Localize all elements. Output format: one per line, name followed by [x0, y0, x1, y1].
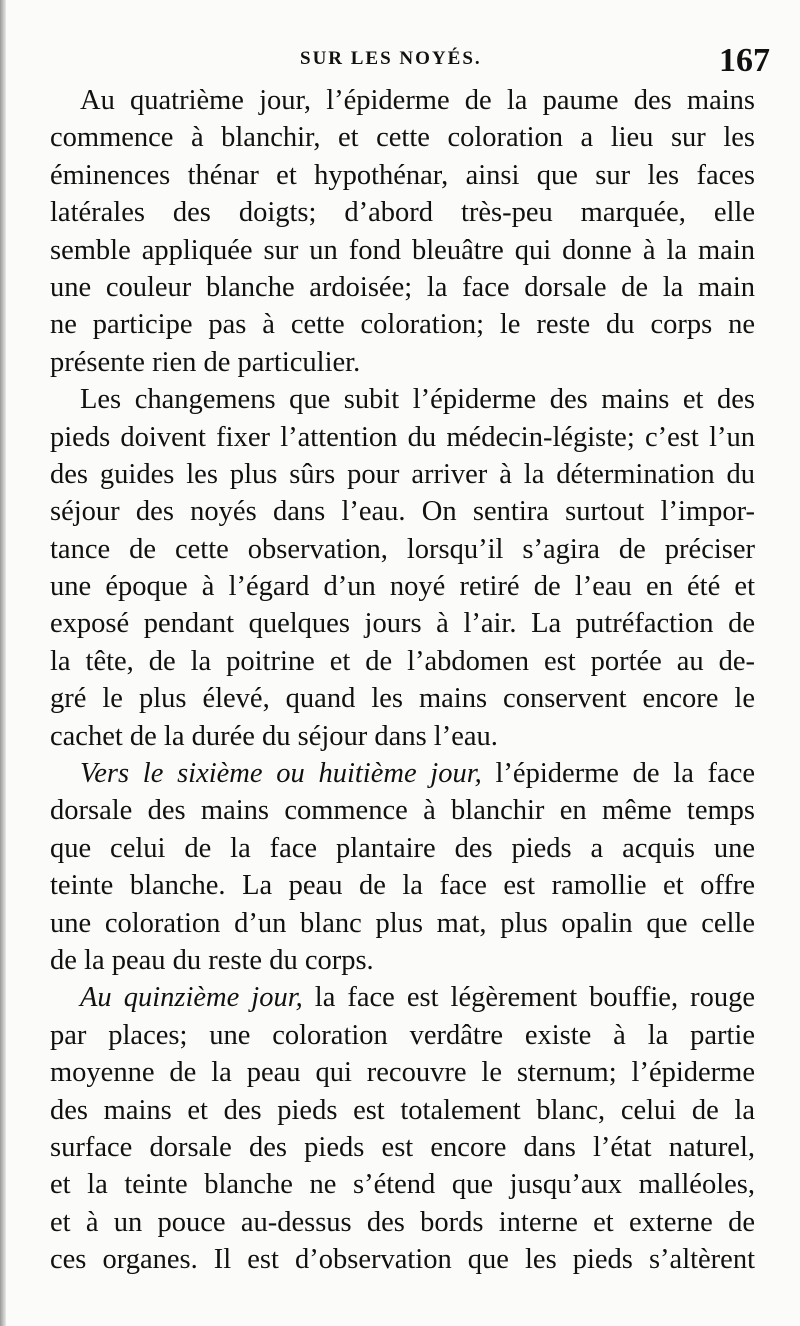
text-line: des guides les plus sûrs pour arriver à la détermination du: [50, 458, 755, 490]
text-line: éminences thénar et hypothénar, ainsi que sur les faces: [50, 159, 755, 191]
text-line: une époque à l’égard d’un noyé retiré de l’eau en été et: [50, 571, 755, 603]
body-text: [50, 82, 755, 1279]
text-line: présente rien de particulier.: [50, 346, 361, 378]
text-line: latérales des doigts; d’abord très-peu marquée, elle: [50, 197, 755, 229]
paragraph-2: [50, 381, 755, 755]
text-line: surface dorsale des pieds est encore dans l’état naturel,: [50, 1131, 755, 1163]
text-line: tance de cette observation, lorsqu’il s’agira de préciser: [50, 533, 755, 565]
text-line: teinte blanche. La peau de la face est ramollie et offre: [50, 870, 755, 902]
text-line: Les changemens que subit l’épiderme des mains et des: [80, 384, 755, 416]
text-line: moyenne de la peau qui recouvre le sternum; l’épiderme: [50, 1057, 755, 1089]
line-rest: l’épiderme de la face: [481, 758, 755, 790]
text-line: [50, 755, 755, 792]
text-line: exposé pendant quelques jours à l’air. La putréfaction de: [50, 608, 755, 640]
text-line: de la peau du reste du corps.: [50, 944, 374, 976]
text-line: une couleur blanche ardoisée; la face dorsale de la main: [50, 271, 755, 303]
text-line: dorsale des mains commence à blanchir en même temps: [50, 795, 755, 827]
line-rest: la face est légèrement bouffie, rouge: [302, 982, 755, 1014]
text-line: Au quatrième jour, l’épiderme de la paume des mains: [80, 85, 755, 116]
text-line: commence à blanchir, et cette coloration a lieu sur les: [50, 122, 755, 154]
running-title: SUR LES NOYÉS.: [300, 48, 482, 69]
text-line: gré le plus élevé, quand les mains conservent encore le: [50, 683, 755, 715]
text-line: par places; une coloration verdâtre existe à la partie: [50, 1019, 755, 1051]
text-line: séjour des noyés dans l’eau. On sentira surtout l’impor-: [50, 496, 755, 528]
text-line: ne participe pas à cette coloration; le reste du corps ne: [50, 309, 755, 341]
text-line: [50, 979, 755, 1016]
text-line: et la teinte blanche ne s’étend que jusqu’aux malléoles,: [50, 1169, 755, 1201]
text-line: cachet de la durée du séjour dans l’eau.: [50, 720, 498, 752]
italic-lead: Vers le sixième ou huitième jour,: [80, 758, 482, 790]
paragraph-1: [50, 82, 755, 381]
text-line: la tête, de la poitrine et de l’abdomen est portée au de-: [50, 645, 755, 677]
text-line: semble appliquée sur un fond bleuâtre qui donne à la main: [50, 234, 755, 266]
italic-lead: Au quinzième jour,: [80, 982, 303, 1014]
text-line: ces organes. Il est d’observation que les pieds s’altèrent: [50, 1244, 755, 1276]
text-line: et à un pouce au-dessus des bords interne et externe de: [50, 1206, 755, 1238]
text-line: des mains et des pieds est totalement blanc, celui de la: [50, 1094, 755, 1126]
page-number: 167: [719, 42, 770, 79]
paragraph-3: [50, 755, 755, 979]
text-line: une coloration d’un blanc plus mat, plus opalin que celle: [50, 907, 755, 939]
paragraph-4: [50, 979, 755, 1278]
text-line: pieds doivent fixer l’attention du médecin-légiste; c’est l’un: [50, 421, 755, 453]
text-line: que celui de la face plantaire des pieds a acquis une: [50, 832, 755, 864]
running-head: [0, 42, 800, 82]
